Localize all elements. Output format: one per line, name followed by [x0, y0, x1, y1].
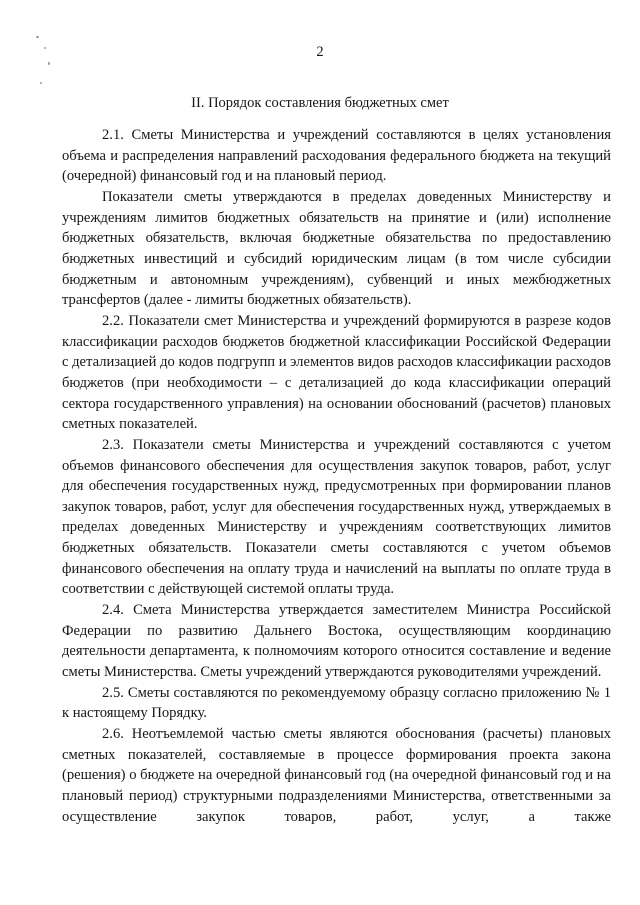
- paragraph-2-5: 2.5. Сметы составляются по рекомендуемому образцу согласно приложению № 1 к настоящему Порядку.: [62, 684, 611, 722]
- scan-speck: [40, 82, 42, 84]
- paragraph-2-6: 2.6. Неотъемлемой частью сметы являются обоснования (расчеты) плановых сметных показателей, составляемые в процессе формирования проекта закона (решения) о бюджете на очередной финансовый год (на очередной финансовый год и на плановый период) структурными подразделениями Министерства, ответственными за осуществление закупок товаров, работ, услуг, а также: [62, 726, 611, 825]
- paragraph-2-2: 2.2. Показатели смет Министерства и учреждений формируются в разрезе кодов классификации расходов бюджетов бюджетной классификации Российской Федерации с детализацией до кодов подгрупп и элементов видов расходов классификации расходов бюджетов (при необходимости – с детализацией до кода классификации операций сектора государственного управления) на основании обоснований (расчетов) плановых сметных показателей.: [62, 312, 611, 433]
- paragraph-2-1-limits: Показатели сметы утверждаются в пределах доведенных Министерству и учреждениям лимитов бюджетных обязательств на принятие и (или) исполнение бюджетных обязательств, включая бюджетные обязательства по предоставлению бюджетных инвестиций и субсидий юридическим лицам (в том числе субсидии бюджетным и автономным учреждениям), субвенций и иных межбюджетных трансфертов (далее - лимиты бюджетных обязательств).: [62, 188, 611, 309]
- section-heading: II. Порядок составления бюджетных смет: [191, 95, 449, 111]
- paragraph-2-1: 2.1. Сметы Министерства и учреждений составляются в целях установления объема и распределения направлений расходования федерального бюджета на текущий (очередной) финансовый год и на плановый период.: [62, 127, 611, 185]
- scan-speck: [36, 36, 39, 38]
- paragraph-2-3: 2.3. Показатели сметы Министерства и учреждений составляются с учетом объемов финансового обеспечения для осуществления закупок товаров, работ, услуг для обеспечения государственных нужд, предусмотренных при формировании планов закупок товаров, работ, услуг для обеспечения государственных нужд, утверждаемых в пределах доведенных Министерству и учреждениям соответствующих лимитов бюджетных обязательств. Показатели сметы составляются с учетом объемов финансового обеспечения на оплату труда и начислений на выплаты по оплате труда в соответствии с действующей системой оплаты труда.: [62, 436, 611, 598]
- scan-speck: [48, 62, 50, 65]
- document-body: [62, 125, 611, 827]
- paragraph-2-4: 2.4. Смета Министерства утверждается заместителем Министра Российской Федерации по развитию Дальнего Востока, осуществляющим координацию деятельности департамента, к полномочиям которого относится составление и ведение сметы Министерства. Сметы учреждений утверждаются руководителями учреждений.: [62, 602, 611, 681]
- page-number: 2: [316, 44, 324, 60]
